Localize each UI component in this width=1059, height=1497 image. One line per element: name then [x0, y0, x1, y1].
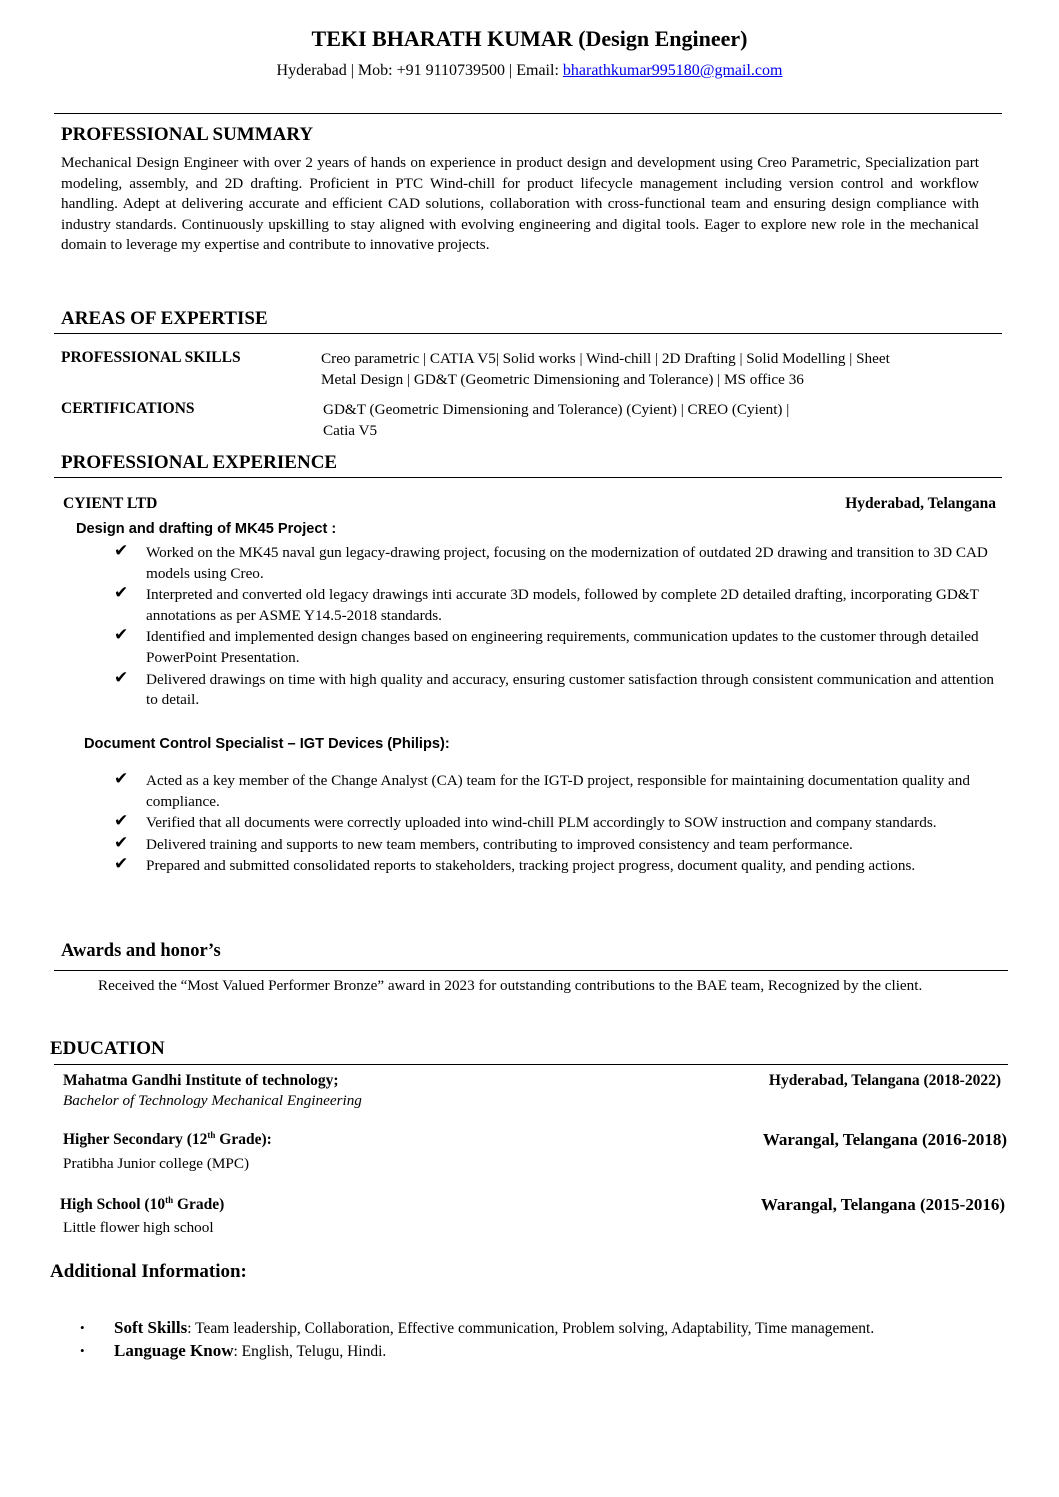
school-text: High School (10 [60, 1196, 166, 1213]
project-title: Design and drafting of MK45 Project : [76, 521, 337, 537]
check-icon: ✔ [114, 854, 129, 875]
project-title: Document Control Specialist – IGT Devices (Philips): [84, 736, 450, 752]
education-school [60, 1196, 224, 1214]
resume-name: TEKI BHARATH KUMAR (Design Engineer) [311, 26, 748, 51]
expertise-divider [54, 333, 1002, 334]
skills-text [321, 349, 1001, 390]
school-text: Grade) [173, 1196, 225, 1213]
language-label: Language Know [114, 1341, 234, 1360]
bullet-text: Acted as a key member of the Change Analyst (CA) team for the IGT-D project, responsible for maintaining documentation quality and compliance. [146, 772, 970, 810]
education-place: Hyderabad, Telangana (2018-2022) [768, 1072, 1001, 1089]
education-place: Warangal, Telangana (2015-2016) [760, 1195, 1005, 1214]
bullet-text: Identified and implemented design changes based on engineering requirements, communication updates to the customer through detailed PowerPoint Presentation. [146, 628, 979, 666]
check-icon: ✔ [114, 667, 129, 688]
list-item [62, 832, 1002, 856]
education-degree: Bachelor of Technology Mechanical Engineering [63, 1092, 362, 1109]
experience-divider [54, 477, 1002, 478]
check-icon: ✔ [114, 769, 129, 789]
awards-text: Received the “Most Valued Performer Bronze” award in 2023 for outstanding contributions to the BAE team, Recognized by the client. [98, 977, 923, 994]
list-item [62, 856, 1002, 877]
ordinal-suffix: th [207, 1129, 216, 1140]
company-location: Hyderabad, Telangana [845, 495, 996, 512]
certifications-label: CERTIFICATIONS [61, 400, 195, 417]
education-school [63, 1131, 272, 1149]
school-text: Grade): [215, 1131, 272, 1148]
check-icon: ✔ [114, 541, 129, 561]
list-item [62, 667, 1002, 711]
skills-label: PROFESSIONAL SKILLS [61, 349, 241, 366]
skills-line: Creo parametric | CATIA V5| Solid works | Wind-chill | 2D Drafting | Solid Modelling | Sheet [321, 350, 890, 367]
list-item [62, 543, 1002, 584]
awards-heading: Awards and honor’s [61, 941, 221, 961]
additional-list [80, 1317, 1010, 1363]
list-item [62, 627, 1002, 668]
project-bullet-list [62, 771, 1002, 878]
check-icon: ✔ [114, 811, 129, 832]
email-link[interactable]: bharathkumar995180@gmail.com [562, 62, 783, 79]
check-icon: ✔ [114, 832, 129, 853]
skills-line: Metal Design | GD&T (Geometric Dimensioning and Tolerance) | MS office 36 [321, 370, 804, 388]
summary-heading: PROFESSIONAL SUMMARY [61, 124, 314, 145]
education-school: Mahatma Gandhi Institute of technology; [63, 1072, 339, 1089]
awards-divider [54, 970, 1008, 971]
bullet-text: Worked on the MK45 naval gun legacy-drawing project, focusing on the modernization of outdated 2D drawing and transition to 3D CAD models using Creo. [146, 544, 988, 582]
certifications-line: Catia V5 [323, 421, 378, 439]
experience-heading: PROFESSIONAL EXPERIENCE [61, 452, 338, 473]
contact-line [0, 62, 1059, 80]
language-text: : English, Telugu, Hindi. [233, 1343, 387, 1360]
company-name: CYIENT LTD [63, 495, 158, 512]
list-item [62, 813, 1002, 834]
education-place: Warangal, Telangana (2016-2018) [762, 1130, 1007, 1149]
bullet-icon: • [80, 1320, 85, 1335]
bullet-text: Delivered training and supports to new team members, contributing to improved consistency and team performance. [146, 835, 853, 853]
bullet-text: Delivered drawings on time with high quality and accuracy, ensuring customer satisfaction through consistent communication and attention to detail. [146, 670, 995, 709]
summary-text: Mechanical Design Engineer with over 2 years of hands on experience in product design and development using Creo Parametric, Specialization part modeling, assembly, and 2D drafting. Proficient in PTC Wind-chill for product lifecycle management including version control and workflow handling. Adept at delivering accurate and efficient CAD solutions, collaboration with cross-functional team and ensuring design compliance with industry standards. Continuously upskilling to stay aligned with evolving engineering and digital tools. Eager to explore new role in the mechanical domain to leverage my expertise and contribute to innovative projects. [61, 154, 979, 254]
bullet-text: Verified that all documents were correctly uploaded into wind-chill PLM accordingly to SOW instruction and company standards. [146, 814, 937, 832]
check-icon: ✔ [114, 625, 129, 646]
soft-skills-label: Soft Skills [114, 1318, 188, 1337]
education-heading: EDUCATION [50, 1038, 165, 1059]
additional-heading: Additional Information: [50, 1261, 247, 1282]
ordinal-suffix: th [165, 1194, 174, 1205]
soft-skills-text: : Team leadership, Collaboration, Effective communication, Problem solving, Adaptability, Time management. [187, 1320, 875, 1337]
list-item [80, 1317, 1010, 1340]
education-divider [54, 1064, 1008, 1065]
bullet-text: Prepared and submitted consolidated reports to stakeholders, tracking project progress, document quality, and pending actions. [146, 857, 916, 875]
list-item [62, 585, 1002, 626]
education-detail: Little flower high school [63, 1219, 214, 1236]
list-item [62, 771, 1002, 812]
certifications-line: GD&T (Geometric Dimensioning and Tolerance) (Cyient) | CREO (Cyient) | [323, 401, 790, 418]
project-bullet-list [62, 543, 1002, 712]
check-icon: ✔ [114, 583, 129, 604]
expertise-heading: AREAS OF EXPERTISE [61, 308, 268, 329]
education-detail: Pratibha Junior college (MPC) [63, 1155, 250, 1172]
bullet-text: Interpreted and converted old legacy drawings inti accurate 3D models, followed by complete 2D detailed drafting, incorporating GD&T annotations as per ASME Y14.5-2018 standards. [146, 586, 979, 624]
bullet-icon: • [80, 1343, 85, 1358]
header-divider [54, 113, 1002, 114]
list-item [80, 1340, 1010, 1363]
certifications-text [323, 400, 1003, 441]
contact-details: Hyderabad | Mob: +91 9110739500 | Email: [276, 62, 563, 79]
school-text: Higher Secondary (12 [63, 1131, 208, 1148]
